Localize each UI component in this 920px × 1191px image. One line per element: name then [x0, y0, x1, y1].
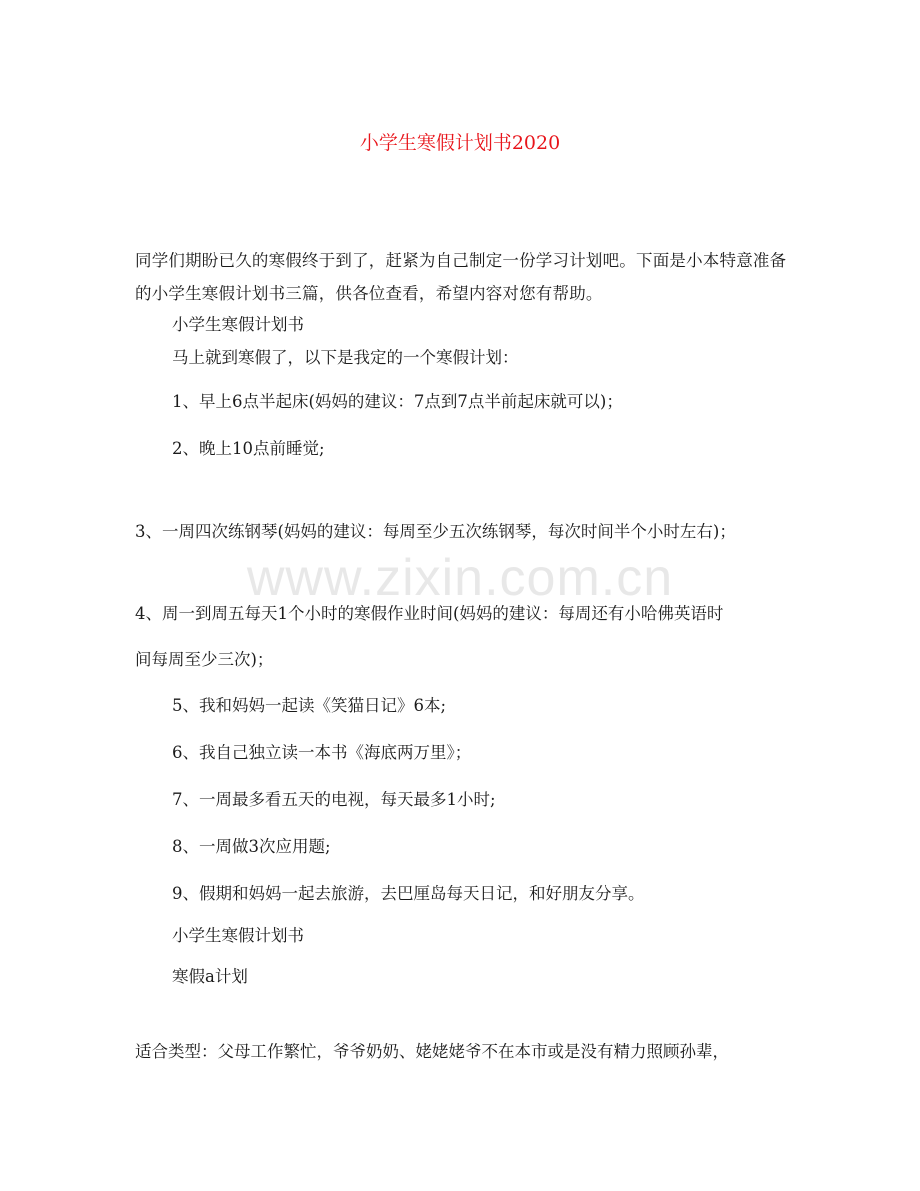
document-title: 小学生寒假计划书2020: [359, 132, 561, 154]
lead-paragraph: 马上就到寒假了，以下是我定的一个寒假计划：: [172, 348, 519, 367]
list-item: 8、一周做3次应用题;: [172, 837, 331, 856]
list-item: 7、一周最多看五天的电视，每天最多1小时;: [172, 790, 496, 809]
list-item: 9、假期和妈妈一起去旅游，去巴厘岛每天日记，和好朋友分享。: [172, 884, 645, 903]
watermark: www.zixin.com.cn: [246, 549, 674, 607]
list-item: 1、早上6点半起床(妈妈的建议：7点到7点半前起床就可以)；: [172, 392, 623, 411]
sub-heading: 寒假a计划: [172, 967, 248, 986]
list-item: 2、晚上10点前睡觉;: [172, 439, 325, 458]
intro-paragraph: 同学们期盼已久的寒假终于到了，赶紧为自己制定一份学习计划吧。下面是小本特意准备的小学生寒假计划书三篇，供各位查看，希望内容对您有帮助。: [135, 251, 787, 303]
list-item: 3、一周四次练钢琴(妈妈的建议：每周至少五次练钢琴，每次时间半个小时左右)；: [135, 522, 736, 541]
list-item: 6、我自己独立读一本书《海底两万里》；: [172, 743, 472, 762]
list-item: 4、周一到周五每天1个小时的寒假作业时间(妈妈的建议：每周还有小哈佛英语时: [135, 604, 724, 623]
section-heading: 小学生寒假计划书: [172, 315, 304, 334]
list-item: 5、我和妈妈一起读《笑猫日记》6本;: [172, 696, 447, 715]
body-paragraph: 适合类型：父母工作繁忙，爷爷奶奶、姥姥姥爷不在本市或是没有精力照顾孙辈，: [135, 1042, 729, 1061]
list-item-continuation: 间每周至少三次)；: [135, 650, 274, 669]
section-heading: 小学生寒假计划书: [172, 926, 304, 945]
